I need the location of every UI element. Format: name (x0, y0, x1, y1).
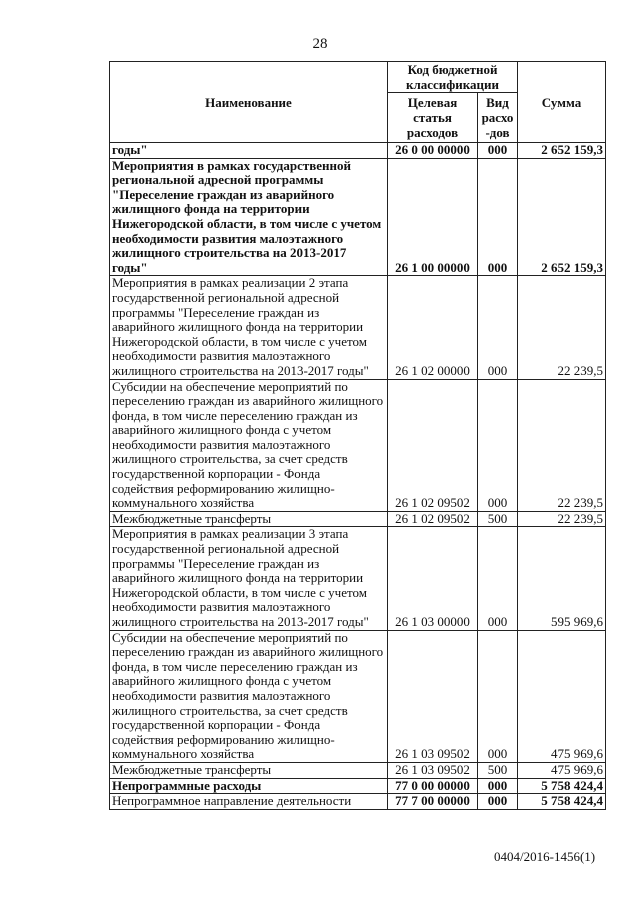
row-type: 000 (478, 379, 518, 511)
header-expense-type: Вид расхо -дов (478, 93, 518, 143)
header-sum: Сумма (518, 62, 606, 143)
row-name: Мероприятия в рамках реализации 2 этапа государственной региональной адресной программы "Переселение граждан из аварийного жилищного фонда на территории Нижегородской области, в том числе с учетом необходимости развития малоэтажного жилищного строительства на 2013-2017 годы" (110, 276, 388, 379)
row-name: Межбюджетные трансферты (110, 762, 388, 778)
row-name: Мероприятия в рамках реализации 3 этапа государственной региональной адресной программы "Переселение граждан из аварийного жилищного фонда на территории Нижегородской области, в том числе с учетом необходимости развития малоэтажного жилищного строительства на 2013-2017 годы" (110, 527, 388, 630)
row-code: 26 1 02 09502 (388, 379, 478, 511)
table-row (110, 762, 606, 778)
row-code: 26 1 03 09502 (388, 630, 478, 762)
row-name: Мероприятия в рамках государственной региональной адресной программы "Переселение граждан из аварийного жилищного фонда на территории Нижегородской области, в том числе с учетом необходимости развития малоэтажного жилищного строительства на 2013-2017 годы" (110, 158, 388, 276)
row-type: 000 (478, 527, 518, 630)
row-type: 000 (478, 794, 518, 810)
row-sum: 5 758 424,4 (518, 778, 606, 794)
table-row (110, 511, 606, 527)
budget-table (109, 61, 606, 810)
header-target-article: Целевая статья расходов (388, 93, 478, 143)
table-row (110, 778, 606, 794)
row-code: 77 0 00 00000 (388, 778, 478, 794)
table-row (110, 276, 606, 379)
row-type: 000 (478, 778, 518, 794)
row-code: 26 1 00 00000 (388, 158, 478, 276)
row-sum: 22 239,5 (518, 276, 606, 379)
header-budget-code: Код бюджетной классификации (388, 62, 518, 93)
row-sum: 2 652 159,3 (518, 143, 606, 159)
table-row (110, 794, 606, 810)
row-type: 000 (478, 158, 518, 276)
row-sum: 475 969,6 (518, 630, 606, 762)
table-body (110, 143, 606, 810)
row-type: 500 (478, 762, 518, 778)
row-type: 500 (478, 511, 518, 527)
row-code: 26 1 03 09502 (388, 762, 478, 778)
row-code: 26 1 03 00000 (388, 527, 478, 630)
document-code: 0404/2016-1456(1) (494, 849, 596, 864)
table-row (110, 379, 606, 511)
row-name: Межбюджетные трансферты (110, 511, 388, 527)
row-sum: 2 652 159,3 (518, 158, 606, 276)
row-code: 26 1 02 00000 (388, 276, 478, 379)
row-code: 77 7 00 00000 (388, 794, 478, 810)
row-sum: 5 758 424,4 (518, 794, 606, 810)
row-code: 26 0 00 00000 (388, 143, 478, 159)
header-name: Наименование (110, 62, 388, 143)
table-row (110, 158, 606, 276)
row-sum: 22 239,5 (518, 511, 606, 527)
table-row (110, 630, 606, 762)
table-row (110, 527, 606, 630)
row-sum: 475 969,6 (518, 762, 606, 778)
row-name: годы" (110, 143, 388, 159)
row-name: Непрограммные расходы (110, 778, 388, 794)
row-name: Субсидии на обеспечение мероприятий по переселению граждан из аварийного жилищного фонда, в том числе переселению граждан из аварийного жилищного фонда с учетом необходимости развития малоэтажного жилищного строительства, за счет средств государственной корпорации - Фонда содействия реформированию жилищно- коммунального хозяйства (110, 379, 388, 511)
row-sum: 595 969,6 (518, 527, 606, 630)
page-number: 28 (312, 36, 328, 52)
row-type: 000 (478, 143, 518, 159)
table-row (110, 143, 606, 159)
row-code: 26 1 02 09502 (388, 511, 478, 527)
row-sum: 22 239,5 (518, 379, 606, 511)
row-name: Непрограммное направление деятельности (110, 794, 388, 810)
row-type: 000 (478, 630, 518, 762)
row-type: 000 (478, 276, 518, 379)
row-name: Субсидии на обеспечение мероприятий по переселению граждан из аварийного жилищного фонда, в том числе переселению граждан из аварийного жилищного фонда с учетом необходимости развития малоэтажного жилищного строительства, за счет средств государственной корпорации - Фонда содействия реформированию жилищно- коммунального хозяйства (110, 630, 388, 762)
